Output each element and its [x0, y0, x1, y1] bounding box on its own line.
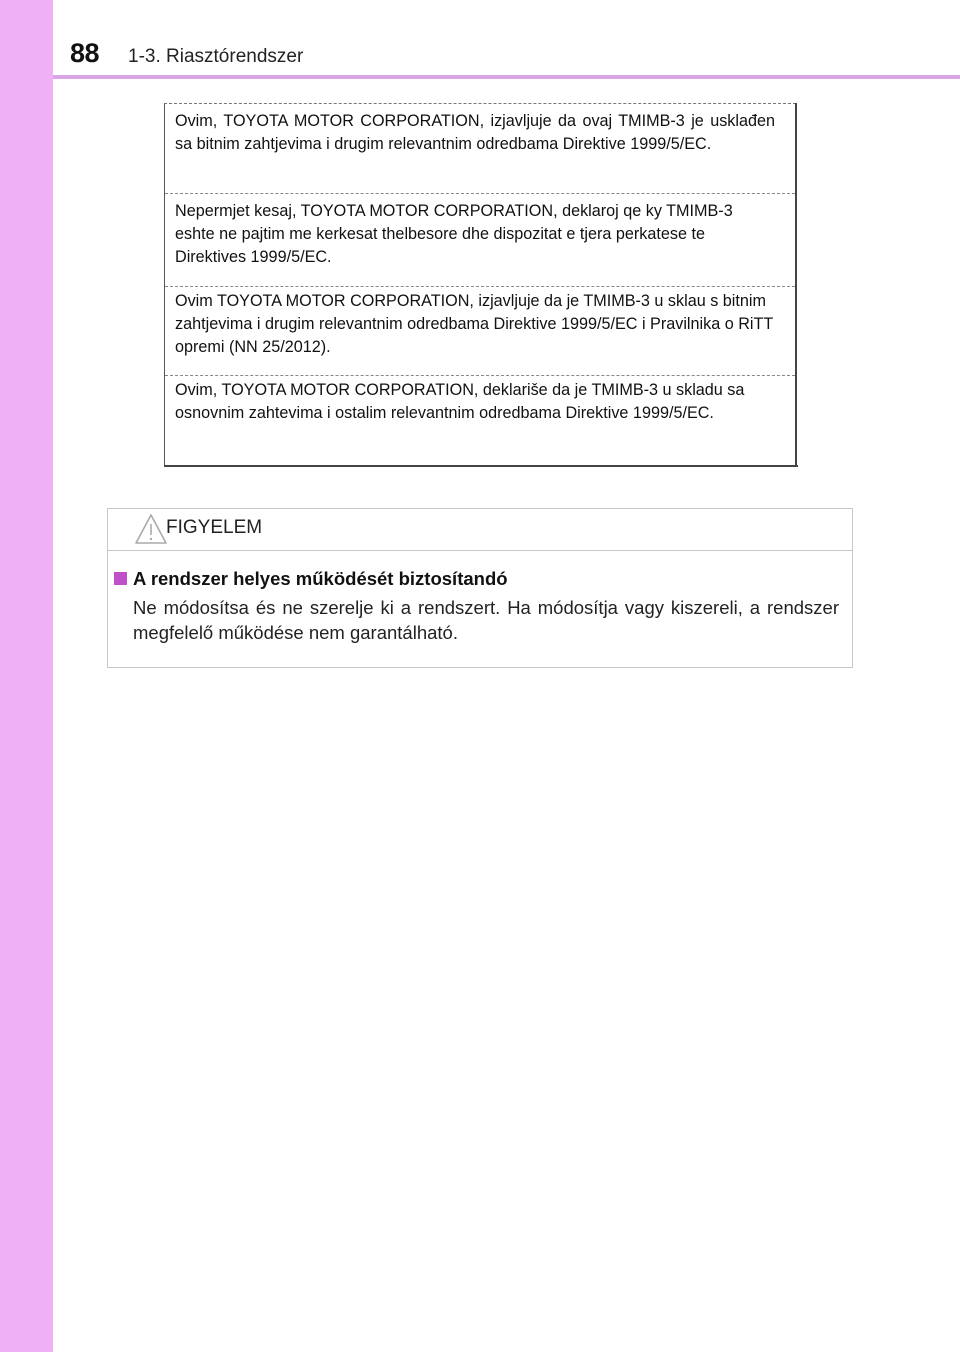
- warning-triangle-icon: [134, 513, 168, 545]
- box-shadow-bottom: [164, 465, 798, 467]
- box-shadow-right: [795, 103, 797, 467]
- section-title: 1-3. Riasztórendszer: [128, 46, 304, 67]
- declaration-croatian: Ovim TOYOTA MOTOR CORPORATION, izjavljuje da je TMIMB-3 u sklau s bitnim zahtjevima i drugim relevantnim odredbama Direktive 1999/5/EC i Pravilnika o RiTT opremi (NN 25/2012).: [175, 292, 773, 356]
- bullet-square-icon: [114, 572, 127, 585]
- declaration-separator: [165, 193, 795, 194]
- header-rule: [53, 75, 960, 79]
- declaration-bosnian: Ovim, TOYOTA MOTOR CORPORATION, izjavljuje da ovaj TMIMB-3 je usklađen sa bitnim zahtjevima i drugim relevantnim odredbama Direktive 1999/5/EC.: [175, 112, 775, 153]
- declaration-serbian: Ovim, TOYOTA MOTOR CORPORATION, deklariše da je TMIMB-3 u skladu sa osnovnim zahtevima i ostalim relevantnim odredbama Direktive 1999/5/EC.: [175, 381, 745, 422]
- declarations-box: [164, 103, 796, 466]
- warning-header: [108, 509, 852, 551]
- declaration-albanian: Nepermjet kesaj, TOYOTA MOTOR CORPORATION, deklaroj qe ky TMIMB-3 eshte ne pajtim me kerkesat thelbesore dhe dispozitat e tjera perkatese te Direktives 1999/5/EC.: [175, 202, 733, 266]
- warning-box: [107, 508, 853, 668]
- warning-title: FIGYELEM: [166, 517, 263, 538]
- warning-item-heading: [114, 568, 508, 590]
- warning-item-text: Ne módosítsa és ne szerelje ki a rendszert. Ha módosítja vagy kiszereli, a rendszer megfelelő működése nem garantálható.: [133, 597, 839, 643]
- side-color-bar: [0, 0, 53, 1352]
- declaration-separator: [165, 375, 795, 376]
- warning-item-heading-text: A rendszer helyes működését biztosítandó: [133, 568, 508, 589]
- declaration-separator: [165, 286, 795, 287]
- page-number: 88: [70, 38, 100, 68]
